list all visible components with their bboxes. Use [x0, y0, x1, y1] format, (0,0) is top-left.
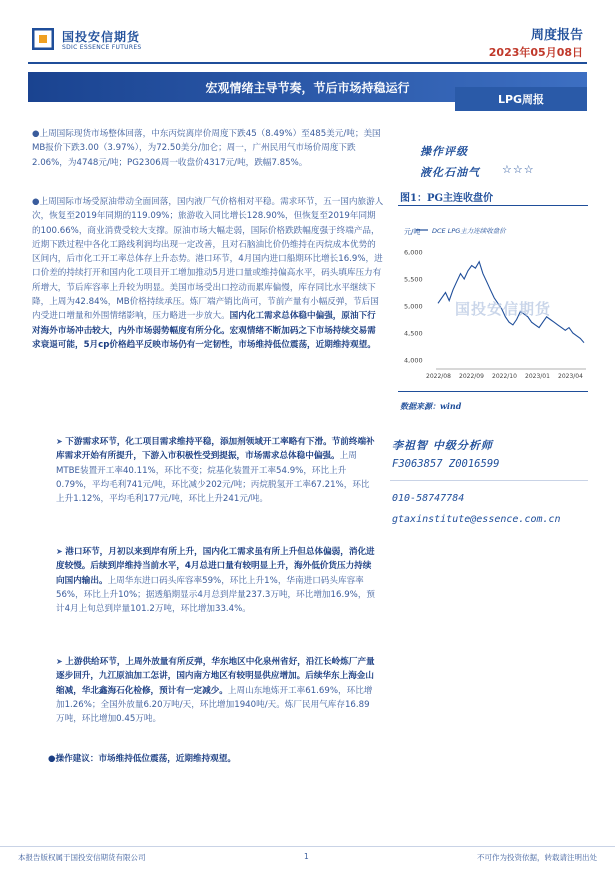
port-highlight: 港口环节，月初以来到岸有所上升，国内化工需求虽有所上升但总体偏弱，消化进度较慢。后续到岸维持当前水平，4月总进口量有较明显上升，海外低价货压力持续向国内输出。	[56, 547, 375, 586]
y-tick-label: 4,500	[404, 329, 423, 338]
figure-bottom-rule	[398, 391, 588, 392]
analyst-divider	[390, 480, 588, 481]
header-divider	[28, 62, 587, 64]
summary-paragraph-2	[32, 195, 384, 352]
x-tick-label: 2023/04	[558, 373, 583, 380]
chart-legend-label: DCE LPG主力连续收盘价	[432, 227, 506, 235]
report-tag	[455, 87, 587, 111]
y-tick-label: 5,000	[404, 302, 423, 311]
report-title: 宏观情绪主导节奏，节后市场持稳运行	[205, 81, 410, 95]
arrow-bullet-icon: ➤	[56, 547, 66, 556]
rating-stars-icon: ☆☆☆	[502, 163, 535, 176]
rating-item: 液化石油气	[420, 166, 480, 179]
x-tick-label: 2022/10	[492, 373, 517, 380]
analyst-name: 李祖智 中级分析师	[392, 439, 493, 452]
y-tick-label: 5,500	[404, 275, 423, 284]
y-axis	[404, 249, 423, 365]
analyst-phone: 010-58747784	[392, 493, 465, 504]
x-tick-label: 2022/09	[459, 373, 484, 380]
arrow-bullet-icon: ➤	[56, 437, 66, 446]
x-tick-label: 2022/08	[426, 373, 451, 380]
y-tick-label: 4,000	[404, 356, 423, 365]
port-section	[56, 545, 376, 616]
report-date: 2023年05月08日	[488, 46, 583, 59]
demand-detail: 上周MTBE装置开工率40.11%，环比不变；烷基化装置开工率54.9%，环比上升0.79%，平均毛利741元/吨，环比减少202元/吨；丙烷脱氢开工率67.21%，环比上升1.12%，平均毛利177元/吨，环比上升241元/吨。	[56, 451, 370, 505]
supply-detail: 上周山东地炼开工率61.69%，环比增加1.26%；全国外放量6.20万吨/天，环比增加1940吨/天。炼厂民用气库存16.89万吨，环比增加0.45万吨。	[56, 685, 373, 725]
page-number: 1	[304, 852, 309, 861]
footer-divider	[0, 846, 615, 847]
figure-title: 图1：PG主连收盘价	[400, 193, 494, 204]
brand-logo-icon	[32, 28, 54, 50]
operation-advice: ●操作建议：市场维持低位震荡，近期维持观望。	[48, 754, 236, 764]
x-tick-label: 2023/01	[525, 373, 550, 380]
chart-yunit: 元/吨	[404, 228, 421, 236]
x-axis	[426, 373, 583, 380]
supply-section	[56, 655, 376, 726]
rating-title: 操作评级	[420, 145, 468, 158]
summary-paragraph-1: ●上周国际现货市场整体回落，中东丙烷离岸价周度下跌45（8.49%）至485美元/吨；美国MB报价下跌3.00（3.97%），为72.50美分/加仑；周一，广州民用气市场价周度下跌2.06%，为4748元/吨；PG2306周一收盘价4317元/吨，跌幅7.85%。	[32, 129, 381, 168]
brand-name-cn: 国投安信期货	[62, 30, 141, 44]
figure-top-rule	[398, 205, 588, 206]
port-detail: 上周华东进口码头库容率59%，环比上升1%，华南进口码头库容率56%，环比上升10%；据透船期显示4月总到岸量237.3万吨，环比增加16.9%，预计4月上旬总到岸量101.2万吨，环比增加33.4%。	[56, 575, 376, 615]
report-type: 周度报告	[530, 28, 583, 43]
demand-highlight: 下游需求环节，化工项目需求维持平稳，添加剂领域开工率略有下滑。节前终端补库需求开始有所提升，下游入市积极性受到提振，市场需求总体稳中偏强。	[56, 437, 375, 462]
footer-disclaimer: 不可作为投资依据，转载请注明出处	[477, 853, 597, 862]
supply-highlight: 上游供给环节，上周外放量有所反弹，华东地区中化泉州省好，沿江长岭炼厂产量逐步回升，九江原油加工怎讲，国内南方地区有较明显供应增加。后续华东上海金山缩减，华北鑫海石化检修，预计有一定减少。	[56, 657, 375, 696]
y-tick-label: 6,000	[404, 248, 423, 257]
summary-paragraph-2-conclusion: 国内化工需求总体稳中偏强，原油下行对海外市场冲击较大，内外市场弱势幅度有所分化。宏观情绪不断加码之下市场持续交易需求衰退可能，5月cp价格趋平反映市场仍有一定韧性，市场维持低位震荡，近期维持观望。	[32, 311, 376, 350]
brand-name-en: SDIC ESSENCE FUTURES	[62, 44, 142, 51]
watermark: 国投安信期货	[455, 300, 552, 318]
demand-section	[56, 435, 376, 506]
data-source: 数据来源：wind	[400, 401, 462, 411]
summary-paragraph-2-text: ●上周国际市场受原油带动全面回落，国内液厂气价格相对平稳。需求环节，五一国内旅游人次，恢复至2019年同期的119.09%；旅游收入同比增长128.90%，但恢复至2019年同期的100.66%，商业消费受较大支撑。原油市场大幅走弱，国际价格跌跌幅度强于终端产品，近期下跌过程中各化工路线利润均出现一定改善，且对石脑油比价仍维持在丙烷成本优势的区间内，后市化工开工率总体存上升态势。港口环节，4月国内进口船期环比增长16.9%，进口价差的持续打开和国内化工项目开工增加推动5月进口量或维持偏高水平，码头填库压力有所增大，节后库容率上升较为明显。美国市场受出口控动而累库偏慢，库存同比水平继续下降，上周为42.84%，MB价格持续承压。炼厂端产销比尚可，节前产量有小幅反弹，节后国内受进口增量和外围情绪影响，压力略进一步放大。	[32, 197, 384, 322]
analyst-email-link[interactable]: gtaxinstitute@essence.com.cn	[392, 514, 561, 525]
analyst-license: F3063857 Z0016599	[392, 458, 500, 470]
report-tag-label: LPG周报	[497, 93, 545, 106]
arrow-bullet-icon: ➤	[56, 657, 66, 666]
footer-copyright: 本报告版权属于国投安信期货有限公司	[18, 853, 146, 862]
